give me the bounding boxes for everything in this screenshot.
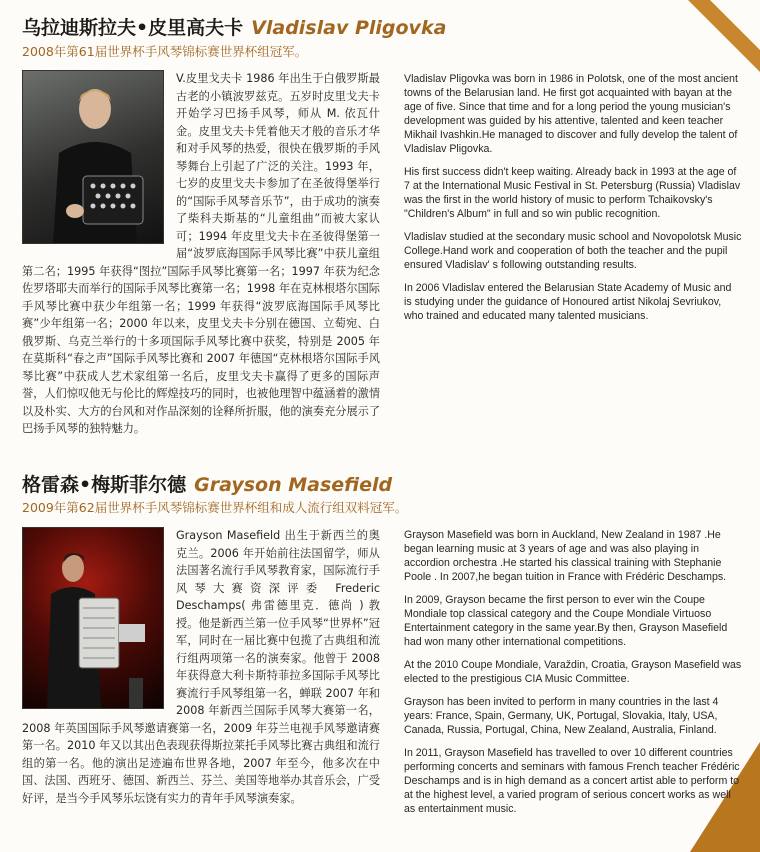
bio-english-paragraph: In 2009, Grayson became the first person to ever win the Coupe Mondiale top classical category and the Coupe Mondiale Virtuoso Entertainment category in the same year.By then, Grayson Masefield had won many other international competitions.: [404, 594, 728, 648]
bio-english-paragraph: Vladislav Pligovka was born in 1986 in Polotsk, one of the most ancient towns of the Belarusian land. He first got acquainted with bayan at the age of five. Since that time and for a long period the young musician's development was guided by his attentive, talented and keen teacher Mikhail Ivashkin.He managed to discover and fully develop the talent of Vladislav Pligovka.: [404, 73, 738, 155]
bio-chinese-text: Grayson Masefield 出生于新西兰的奥克兰。2006 年开始前往法国留学，师从法国著名流行手风琴教育家，国际流行手风琴大赛资深评委 Frederic Deschamps( 弗雷德里克．德尚 ) 教授。他是新西兰第一位手风琴“世界杯”冠军，同时在一届比赛中包揽了古典组和流行组两项第一名的演奏家。他曾于 2008 年获得意大利卡斯特菲拉多国际手风琴比赛流行手风琴组第一名，蝉联 2007 年和 2008 年新西兰国际手风琴大赛第一名，2008 年英国国际手风琴邀请赛第一名，2009 年芬兰电视手风琴邀请赛第一名。2010 年又以其出色表现获得斯拉莱托手风琴比赛古典组和流行组的第一名。他的演出足迹遍布世界各地，2007 年至今，他多次在中国、法国、西班牙、德国、新西兰、芬兰、美国等地举办其音乐会，广受好评，是当今手风琴乐坛饶有实力的青年手风琴演奏家。: [22, 529, 381, 805]
heading-chinese: 格雷森•梅斯菲尔德: [22, 474, 187, 496]
profile-subtitle: 2009年第62届世界杯手风琴锦标赛世界杯组和成人流行组双料冠军。: [22, 500, 408, 515]
bio-english-paragraph: At the 2010 Coupe Mondiale, Varaždin, Croatia, Grayson Masefield was elected to the prestigious CIA Music Committee.: [404, 659, 742, 685]
bio-chinese: [22, 527, 380, 807]
bio-english: [404, 72, 742, 332]
bio-english-paragraph: Vladislav studied at the secondary music school and Novopolotsk Music College.Hand work and cooperation of both the teacher and the pupil ensured Vladislav' s following outstanding results.: [404, 231, 742, 271]
bio-chinese: [22, 70, 380, 438]
profile-heading: [22, 13, 446, 40]
accordion-player-figure: [23, 71, 163, 243]
photo-spacer: [22, 70, 162, 246]
profile-heading: [22, 470, 392, 497]
bio-english-paragraph: In 2011, Grayson Masefield has travelled to over 10 different countries performing concerts and seminars with famous French teacher Frédéric Deschamps and is in high demand as a concert artist able to perform to at the highest level, a varied program of serious concert works as well as entertainment music.: [404, 747, 740, 815]
bio-english-paragraph: Grayson has been invited to perform in many countries in the last 4 years: France, Spain, Germany, UK, Portugal, Slovakia, Italy, USA, Canada, Russia, Portugal, China, New Zealand, Australia, Finland.: [404, 696, 719, 736]
heading-english: Vladislav Pligovka: [251, 17, 447, 39]
bio-english-paragraph: Grayson Masefield was born in Auckland, New Zealand in 1987 .He began learning music at 3 years of age and was also playing in accordion orchestra .He started his classical training with Stephanie Poole . In 2007,he began tuition in France with Frédéric Deschamps.: [404, 529, 727, 583]
performer-photo: [22, 70, 164, 244]
heading-english: Grayson Masefield: [194, 474, 393, 496]
corner-decoration-top-inner: [710, 0, 760, 50]
profile-subtitle: 2008年第61届世界杯手风琴锦标赛世界杯组冠军。: [22, 44, 308, 59]
bio-english-paragraph: In 2006 Vladislav entered the Belarusian State Academy of Music and is studying under the guidance of Honoured artist Nikolaj Sevriukov, who trained and educated many talented musicians.: [404, 282, 732, 322]
bio-chinese-text: V.皮里戈夫卡 1986 年出生于白俄罗斯最古老的小镇波罗兹克。五岁时皮里戈夫卡开始学习巴扬手风琴，师从 M. 依瓦什金。皮里戈夫卡凭着他天才般的音乐才华和对手风琴的热爱，很快在俄罗斯的手风琴舞台上引起了广泛的关注。1993 年，七岁的皮里戈夫卡参加了在圣彼得堡举行的“国际手风琴音乐节”，由于成功的演奏了柴科夫斯基的“儿童组曲”而被大家认可；1994 年皮里戈夫卡在圣彼得堡第一届“波罗底海国际手风琴比赛”中获儿童组第二名；1995 年获得“图拉”国际手风琴比赛第一名；1997 年获为纪念佐罗塔耶夫而举行的国际手风琴比赛第一名；1998 年在克林根塔尔国际手风琴比赛中获少年组第一名；1999 年获得“波罗底海国际手风琴比赛”少年组第一名；2000 年以来，皮里戈夫卡分别在德国、立萄宛、白俄罗斯、乌克兰举行的十多项国际手风琴比赛中获奖，特别是 2005 年在莫斯科“春之声”国际手风琴比赛和 2007 年德国“克林根塔尔国际手风琴比赛”中获成人艺术家组第一名后，皮里戈夫卡赢得了更多的国际声誉，人们惊叹他无与伦比的辉煌技巧的同时，也被他理智中蕴涵着的激情以及朴实、大方的台风和对作品深刻的诠释所折服，他的演奏充分展示了巴扬手风琴的独特魅力。: [22, 72, 381, 435]
bio-english: [404, 528, 742, 825]
photo-spacer: [22, 527, 162, 711]
heading-chinese: 乌拉迪斯拉夫•皮里高夫卡: [22, 17, 244, 39]
accordion-player-figure: [23, 528, 163, 708]
performer-photo: [22, 527, 164, 709]
bio-english-paragraph: His first success didn't keep waiting. Already back in 1993 at the age of 7 at the International Music Festival in St. Petersburg (Russia) Vladislav was the first in the world history of music to perform Tchaikovsky's "Children's Album" in full and so win public recognition.: [404, 166, 741, 220]
